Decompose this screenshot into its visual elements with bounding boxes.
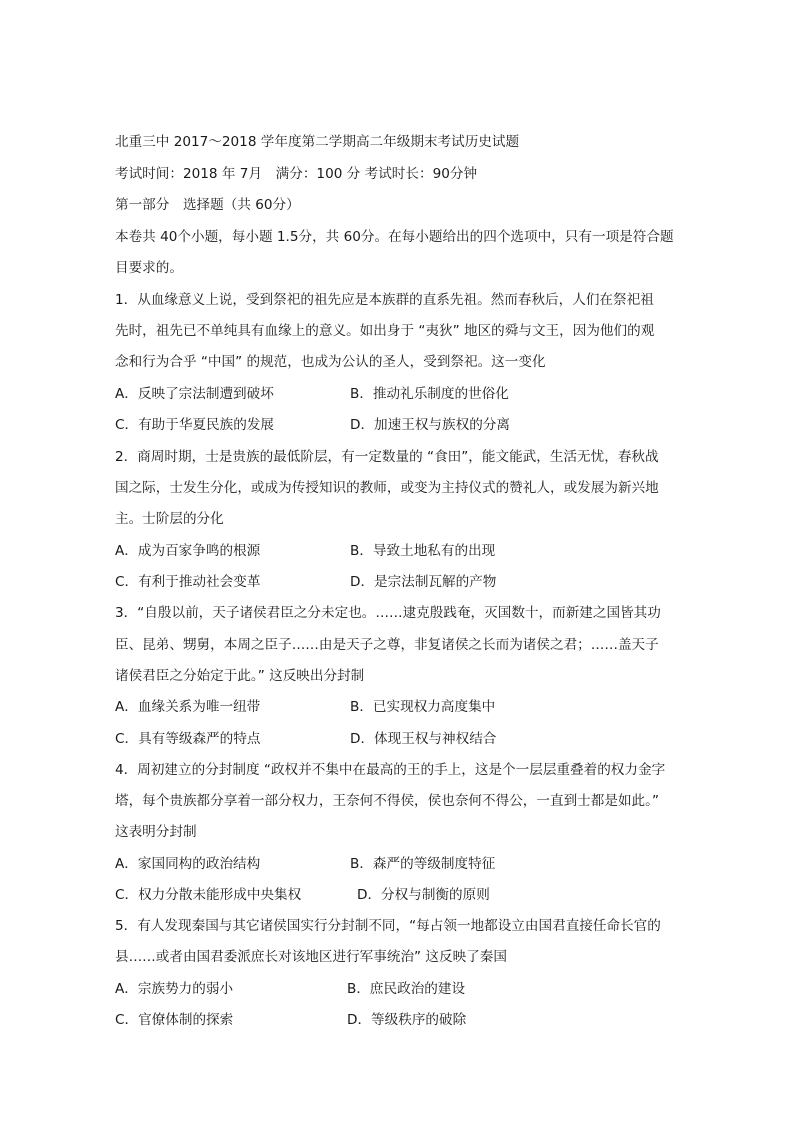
question-2-text: 主。士阶层的分化 <box>115 511 224 527</box>
question-1-text: 念和行为合乎 “中国” 的规范，也成为公认的圣人，受到祭祀。这一变化 <box>115 354 546 370</box>
question-4-text: 4．周初建立的分封制度 “政权并不集中在最高的王的手上，这是个一层层重叠着的权力金字 <box>115 762 666 778</box>
question-5-option-d: D．等级秩序的破除 <box>347 1012 467 1028</box>
question-2-option-d: D．是宗法制瓦解的产物 <box>350 574 497 590</box>
question-1-option-c: C．有助于华夏民族的发展 <box>115 417 275 433</box>
question-2-option-b: B．导致土地私有的出现 <box>350 543 496 559</box>
question-3-option-b: B．已实现权力高度集中 <box>350 699 496 715</box>
question-3-text: 3．“自殷以前，天子诸侯君臣之分未定也。……逮克殷践奄，灭国数十，而新建之国皆其功 <box>115 605 661 621</box>
question-1-text: 1．从血缘意义上说，受到祭祀的祖先应是本族群的直系先祖。然而春秋后，人们在祭祀祖 <box>115 292 654 308</box>
instructions-line: 目要求的。 <box>115 260 183 276</box>
instructions-line: 本卷共 40个小题，每小题 1.5分，共 60分。在每小题给出的四个选项中，只有一项是符合题 <box>115 229 674 245</box>
question-2-text: 2．商周时期，士是贵族的最低阶层，有一定数量的 “食田”，能文能武，生活无忧，春秋战 <box>115 449 659 465</box>
question-2-option-c: C．有利于推动社会变革 <box>115 574 261 590</box>
question-2-text: 国之际，士发生分化，或成为传授知识的教师，或变为主持仪式的赞礼人，或发展为新兴地 <box>115 480 659 496</box>
question-4-option-b: B．森严的等级制度特征 <box>350 856 496 872</box>
question-5-option-b: B．庶民政治的建设 <box>347 981 466 997</box>
question-2-option-a: A．成为百家争鸣的根源 <box>115 543 261 559</box>
question-5-text: 5．有人发现秦国与其它诸侯国实行分封制不同，“每占领一地都设立由国君直接任命长官的 <box>115 918 661 934</box>
exam-info: 考试时间：2018 年 7月 满分：100 分 考试时长：90分钟 <box>115 166 478 182</box>
section-heading: 第一部分 选择题（共 60分） <box>115 197 300 213</box>
question-3-text: 臣、昆弟、甥舅，本周之臣子……由是天子之尊，非复诸侯之长而为诸侯之君；……盖天子 <box>115 637 659 653</box>
question-4-text: 这表明分封制 <box>115 824 197 840</box>
question-1-option-d: D．加速王权与族权的分离 <box>350 417 510 433</box>
question-1-text: 先时，祖先已不单纯具有血缘上的意义。如出身于 “夷狄” 地区的舜与文王，因为他们的观 <box>115 323 655 339</box>
question-1-option-a: A．反映了宗法制遭到破坏 <box>115 386 274 402</box>
question-4-option-c: C．权力分散未能形成中央集权 <box>115 887 302 903</box>
exam-title: 北重三中 2017～2018 学年度第二学期高二年级期末考试历史试题 <box>115 134 520 150</box>
question-5-option-a: A．宗族势力的弱小 <box>115 981 234 997</box>
question-4-option-a: A．家国同构的政治结构 <box>115 856 261 872</box>
question-3-option-c: C．具有等级森严的特点 <box>115 731 261 747</box>
question-4-option-d: D．分权与制衡的原则 <box>357 887 490 903</box>
question-1-option-b: B．推动礼乐制度的世俗化 <box>350 386 509 402</box>
question-3-text: 诸侯君臣之分始定于此。” 这反映出分封制 <box>115 668 365 684</box>
question-5-option-c: C．官僚体制的探索 <box>115 1012 234 1028</box>
question-3-option-a: A．血缘关系为唯一纽带 <box>115 699 261 715</box>
question-5-text: 县……或者由国君委派庶长对该地区进行军事统治” 这反映了秦国 <box>115 949 507 965</box>
question-4-text: 塔，每个贵族都分享着一部分权力，王奈何不得侯，侯也奈何不得公，一直到士都是如此。” <box>115 793 659 809</box>
question-3-option-d: D．体现王权与神权结合 <box>350 731 497 747</box>
